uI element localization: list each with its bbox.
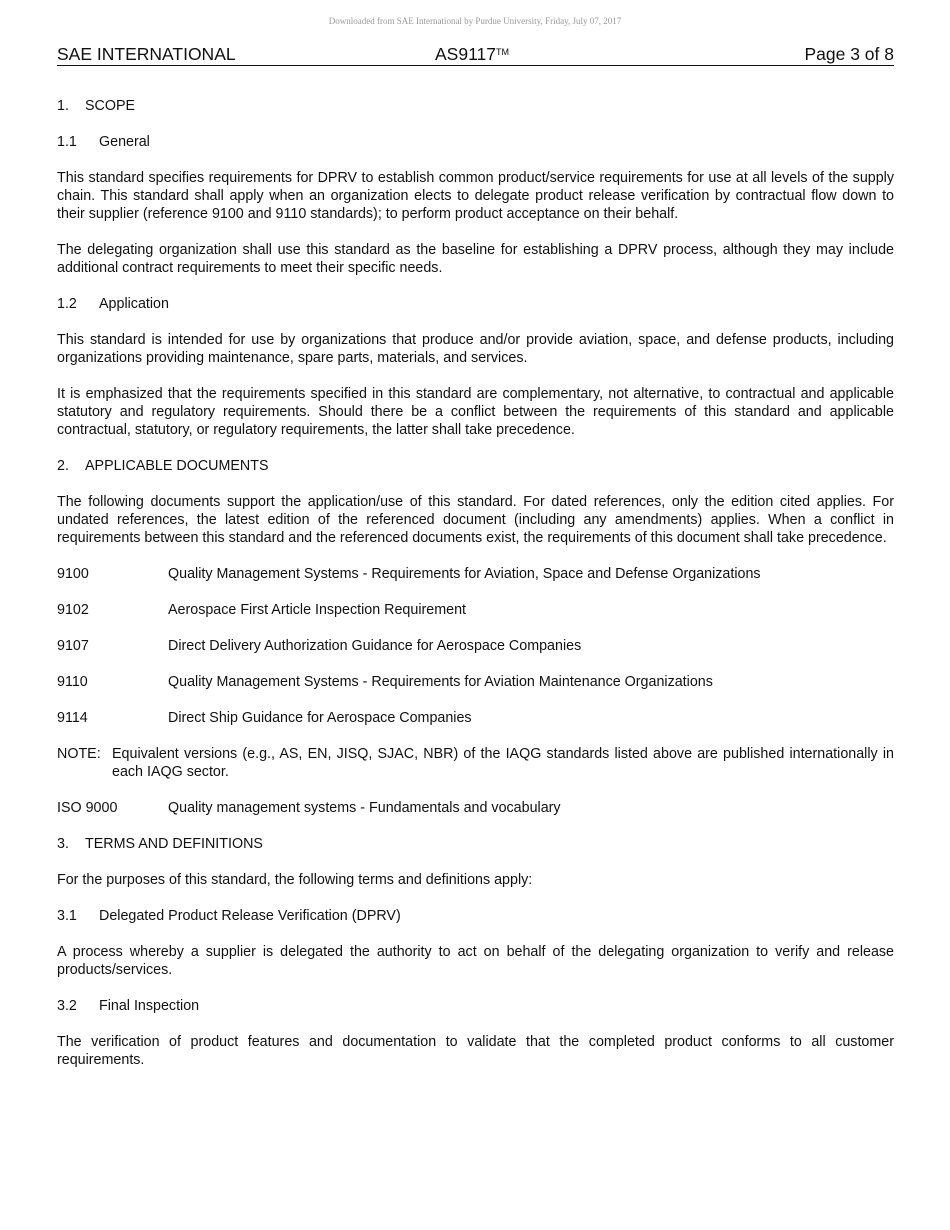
note-label: NOTE:	[57, 746, 101, 762]
reference-row	[57, 565, 894, 583]
reference-code: ISO 9000	[57, 800, 118, 816]
paragraph-dprv-definition: A process whereby a supplier is delegated the authority to act on behalf of the delegating organization to verify and release products/services.	[57, 944, 894, 978]
reference-title: Direct Ship Guidance for Aerospace Companies	[168, 710, 472, 726]
subsection-heading-final-inspection	[57, 997, 894, 1015]
document-id-text: AS9117	[435, 44, 496, 64]
paragraph-terms-intro: For the purposes of this standard, the following terms and definitions apply:	[57, 872, 533, 888]
section-heading-scope	[57, 97, 894, 115]
note-block	[57, 745, 894, 781]
reference-row	[57, 673, 894, 691]
section-number: 2.	[57, 458, 69, 474]
subsection-heading-dprv	[57, 907, 894, 925]
reference-title: Quality management systems - Fundamentals and vocabulary	[168, 800, 561, 816]
subsection-heading-application	[57, 295, 894, 313]
reference-code: 9107	[57, 638, 89, 654]
reference-code: 9114	[57, 710, 88, 726]
header-organization: SAE INTERNATIONAL	[57, 44, 236, 64]
subsection-number: 3.1	[57, 908, 77, 924]
subsection-number: 1.1	[57, 134, 77, 150]
header-document-id	[435, 44, 509, 65]
section-title: TERMS AND DEFINITIONS	[85, 836, 263, 852]
paragraph-application-2: It is emphasized that the requirements specified in this standard are complementary, not alternative, to contractual and applicable statutory and regulatory requirements. Should there be a conflict between the requirements of this standard and applicable contractual, statutory, or regulatory requirements, the latter shall take precedence.	[57, 386, 894, 438]
paragraph-final-inspection-definition: The verification of product features and documentation to validate that the completed product conforms to all customer requirements.	[57, 1034, 894, 1068]
download-watermark: Downloaded from SAE International by Purdue University, Friday, July 07, 2017	[328, 16, 622, 26]
section-title: APPLICABLE DOCUMENTS	[85, 458, 269, 474]
trademark-mark: TM	[495, 47, 509, 57]
paragraph-general-1: This standard specifies requirements for DPRV to establish common product/service requirements for use at all levels of the supply chain. This standard shall apply when an organization elects to delegate product release verification by contractual flow down to their supplier (reference 9100 and 9110 standards); to perform product acceptance on their behalf.	[57, 170, 894, 222]
paragraph-application-1: This standard is intended for use by organizations that produce and/or provide aviation, space, and defense products, including organizations providing maintenance, spare parts, materials, and services.	[57, 332, 894, 366]
subsection-number: 3.2	[57, 998, 77, 1014]
document-body	[57, 97, 894, 1069]
subsection-title: Final Inspection	[99, 998, 200, 1014]
section-number: 3.	[57, 836, 69, 852]
page-header	[57, 44, 894, 66]
reference-row-iso	[57, 799, 894, 817]
reference-row	[57, 601, 894, 619]
reference-code: 9100	[57, 566, 89, 582]
subsection-title: Application	[99, 296, 169, 312]
subsection-title: General	[99, 134, 150, 150]
reference-row	[57, 709, 894, 727]
reference-code: 9102	[57, 602, 89, 618]
section-title: SCOPE	[85, 98, 136, 114]
reference-title: Quality Management Systems - Requirements for Aviation Maintenance Organizations	[168, 674, 713, 690]
note-text: Equivalent versions (e.g., AS, EN, JISQ, SJAC, NBR) of the IAQG standards listed above are published internationally in each IAQG sector.	[112, 746, 894, 780]
reference-code: 9110	[57, 674, 88, 690]
reference-title: Direct Delivery Authorization Guidance for Aerospace Companies	[168, 638, 582, 654]
subsection-title: Delegated Product Release Verification (DPRV)	[99, 908, 401, 924]
section-heading-terms-definitions	[57, 835, 894, 853]
paragraph-applicable-documents-intro: The following documents support the application/use of this standard. For dated references, only the edition cited applies. For undated references, the latest edition of the referenced document (including any amendments) applies. When a conflict in requirements between this standard and the referenced documents exist, the requirements of this document shall take precedence.	[57, 494, 894, 546]
subsection-number: 1.2	[57, 296, 77, 312]
header-page-number: Page 3 of 8	[804, 44, 894, 64]
reference-row	[57, 637, 894, 655]
paragraph-general-2: The delegating organization shall use this standard as the baseline for establishing a DPRV process, although they may include additional contract requirements to meet their specific needs.	[57, 242, 894, 276]
reference-title: Aerospace First Article Inspection Requirement	[168, 602, 466, 618]
section-number: 1.	[57, 98, 69, 114]
subsection-heading-general	[57, 133, 894, 151]
section-heading-applicable-documents	[57, 457, 894, 475]
reference-title: Quality Management Systems - Requirements for Aviation, Space and Defense Organizations	[168, 566, 761, 582]
